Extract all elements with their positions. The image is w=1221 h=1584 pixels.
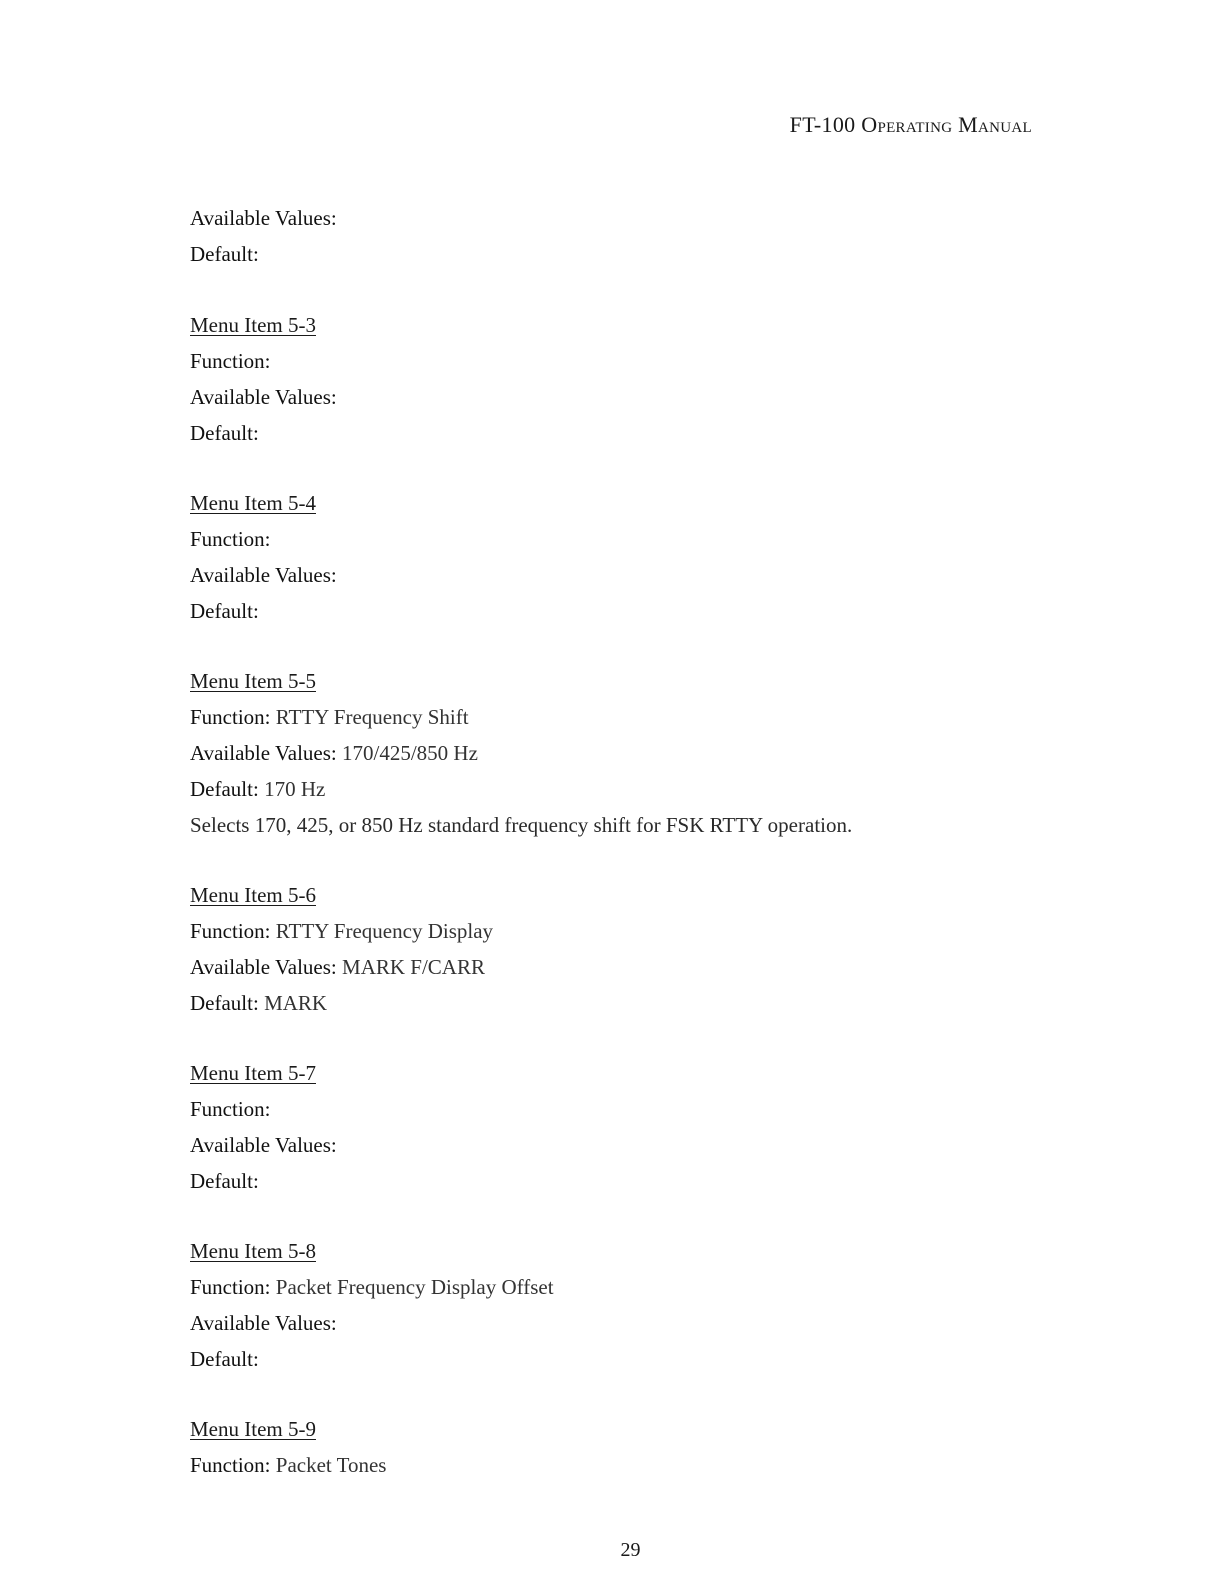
function-line [190,699,1070,735]
function-value: Packet Tones [275,1453,387,1477]
default-label: Default: [190,1347,259,1371]
available-values-label: Available Values: [190,206,337,230]
menu-item-heading: Menu Item 5-6 [190,883,316,907]
function-label: Function: [190,919,271,943]
default-line [190,985,1070,1021]
page-header [790,112,1032,138]
function-line [190,521,1070,557]
function-line [190,913,1070,949]
default-line [190,593,1070,629]
available-values-label: Available Values: [190,385,337,409]
available-values-label: Available Values: [190,563,337,587]
available-values-label: Available Values: [190,955,337,979]
default-value: 170 Hz [264,777,326,801]
menu-item-5-3 [190,307,1070,451]
available-values-line [190,557,1070,593]
default-label: Default: [190,421,259,445]
available-values-line [190,379,1070,415]
menu-item-heading: Menu Item 5-8 [190,1239,316,1263]
menu-item-heading: Menu Item 5-7 [190,1061,316,1085]
menu-item-heading: Menu Item 5-4 [190,491,316,515]
menu-item-5-4 [190,485,1070,629]
function-label: Function: [190,1275,271,1299]
available-values-value: MARK F/CARR [342,955,485,979]
default-label: Default: [190,1169,259,1193]
function-line [190,1447,1070,1483]
item-description: Selects 170, 425, or 850 Hz standard frequency shift for FSK RTTY operation. [190,813,853,837]
menu-item-5-5 [190,663,1070,843]
continued-item [190,200,1070,272]
function-label: Function: [190,349,271,373]
available-values-label: Available Values: [190,741,337,765]
menu-item-5-6 [190,877,1070,1021]
available-values-value: 170/425/850 Hz [342,741,478,765]
available-values-line [190,949,1070,985]
default-line [190,771,1070,807]
available-values-line [190,1305,1070,1341]
default-label: Default: [190,242,259,266]
function-label: Function: [190,1097,271,1121]
available-values-line [190,200,1070,236]
header-title: Operating Manual [861,112,1032,137]
available-values-line [190,1127,1070,1163]
default-label: Default: [190,991,259,1015]
menu-item-heading: Menu Item 5-3 [190,313,316,337]
default-value: MARK [264,991,328,1015]
function-value: RTTY Frequency Display [275,919,494,943]
page-number: 29 [620,1539,641,1561]
default-line [190,236,1070,272]
available-values-line [190,735,1070,771]
function-value: RTTY Frequency Shift [275,705,469,729]
header-model: FT-100 [789,112,862,137]
default-label: Default: [190,777,259,801]
available-values-label: Available Values: [190,1311,337,1335]
menu-item-5-9 [190,1411,1070,1483]
function-line [190,343,1070,379]
function-label: Function: [190,705,271,729]
menu-item-heading: Menu Item 5-9 [190,1417,316,1441]
default-label: Default: [190,599,259,623]
menu-item-5-8 [190,1233,1070,1377]
function-label: Function: [190,527,271,551]
function-line [190,1269,1070,1305]
function-label: Function: [190,1453,271,1477]
function-line [190,1091,1070,1127]
document-body [190,200,1070,1517]
menu-item-heading: Menu Item 5-5 [190,669,316,693]
menu-item-5-7 [190,1055,1070,1199]
available-values-label: Available Values: [190,1133,337,1157]
default-line [190,415,1070,451]
function-value: Packet Frequency Display Offset [275,1275,554,1299]
default-line [190,1341,1070,1377]
default-line [190,1163,1070,1199]
